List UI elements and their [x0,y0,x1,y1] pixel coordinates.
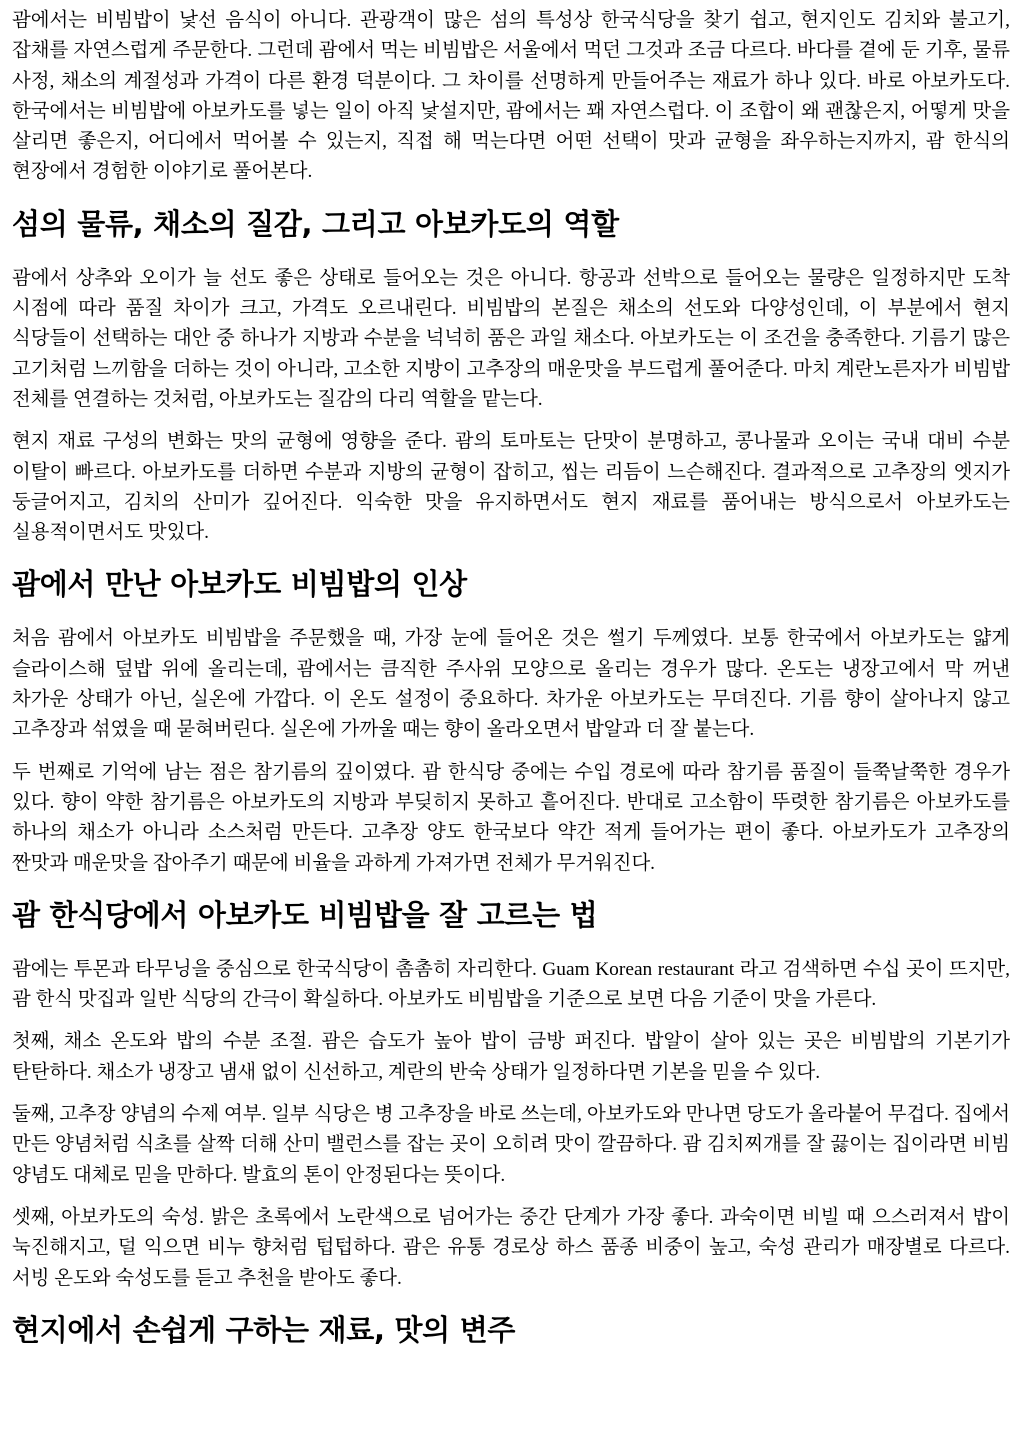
intro-paragraph: 괌에서는 비빔밥이 낯선 음식이 아니다. 관광객이 많은 섬의 특성상 한국식당을 찾기 쉽고, 현지인도 김치와 불고기, 잡채를 자연스럽게 주문한다. 그런데 괌에서 먹는 비빔밥은 서울에서 먹던 그것과 조금 다르다. 바다를 곁에 둔 기후, 물류 사정, 채소의 계절성과 가격이 다른 환경 덕분이다. 그 차이를 선명하게 만들어주는 재료가 하나 있다. 바로 아보카도다. 한국에서는 비빔밥에 아보카도를 넣는 일이 아직 낯설지만, 괌에서는 꽤 자연스럽다. 이 조합이 왜 괜찮은지, 어떻게 맛을 살리면 좋은지, 어디에서 먹어볼 수 있는지, 직접 해 먹는다면 어떤 선택이 맛과 균형을 좌우하는지까지, 괌 한식의 현장에서 경험한 이야기로 풀어본다. [12,10,1010,183]
section-paragraph: 둘째, 고추장 양념의 수제 여부. 일부 식당은 병 고추장을 바로 쓰는데, 아보카도와 만나면 당도가 올라붙어 무겁다. 집에서 만든 양념처럼 식초를 살짝 더해 산미 밸런스를 잡는 곳이 오히려 맛이 깔끔하다. 괌 김치찌개를 잘 끓이는 집이라면 비빔 양념도 대체로 믿을 만하다. 발효의 톤이 안정된다는 뜻이다. [12,1104,1010,1186]
section-heading-impression: 괌에서 만난 아보카도 비빔밥의 인상 [12,567,467,602]
section-paragraph: 첫째, 채소 온도와 밥의 수분 조절. 괌은 습도가 높아 밥이 금방 퍼진다. 밥알이 살아 있는 곳은 비빔밥의 기본기가 탄탄하다. 채소가 냉장고 냄새 없이 신선하고, 계란의 반숙 상태가 일정하다면 기본을 믿을 수 있다. [12,1031,1010,1083]
section-heading-logistics: 섬의 물류, 채소의 질감, 그리고 아보카도의 역할 [12,206,619,241]
section-paragraph: 처음 괌에서 아보카도 비빔밥을 주문했을 때, 가장 눈에 들어온 것은 썰기 두께였다. 보통 한국에서 아보카도는 얇게 슬라이스해 덮밥 위에 올리는데, 괌에서는 큼직한 주사위 모양으로 올리는 경우가 많다. 온도는 냉장고에서 막 꺼낸 차가운 상태가 아닌, 실온에 가깝다. 이 온도 설정이 중요하다. 차가운 아보카도는 무뎌진다. 기름 향이 살아나지 않고 고추장과 섞였을 때 묻혀버린다. 실온에 가까울 때는 향이 올라오면서 밥알과 더 잘 붙는다. [12,628,1010,741]
section-heading-local-ingredients: 현지에서 손쉽게 구하는 재료, 맛의 변주 [12,1312,516,1347]
section-paragraph: 현지 재료 구성의 변화는 맛의 균형에 영향을 준다. 괌의 토마토는 단맛이 분명하고, 콩나물과 오이는 국내 대비 수분 이탈이 빠르다. 아보카도를 더하면 수분과 지방의 균형이 잡히고, 씹는 리듬이 느슨해진다. 결과적으로 고추장의 엣지가 둥글어지고, 김치의 산미가 깊어진다. 익숙한 맛을 유지하면서도 현지 재료를 품어내는 방식으로서 아보카도는 실용적이면서도 맛있다. [12,431,1010,544]
section-heading-how-to-choose: 괌 한식당에서 아보카도 비빔밥을 잘 고르는 법 [12,897,598,932]
section-paragraph: 셋째, 아보카도의 숙성. 밝은 초록에서 노란색으로 넘어가는 중간 단계가 가장 좋다. 과숙이면 비빌 때 으스러져서 밥이 눅진해지고, 덜 익으면 비누 향처럼 텁텁하다. 괌은 유통 경로상 하스 품종 비중이 높고, 숙성 관리가 매장별로 다르다. 서빙 온도와 숙성도를 듣고 추천을 받아도 좋다. [12,1206,1010,1289]
section-paragraph: 괌에는 투몬과 타무닝을 중심으로 한국식당이 촘촘히 자리한다. Guam Korean restaurant 라고 검색하면 수십 곳이 뜨지만, 괌 한식 맛집과 일반 식당의 간극이 확실하다. 아보카도 비빔밥을 기준으로 보면 다음 기준이 맛을 가른다. [12,958,1010,1011]
section-paragraph: 괌에서 상추와 오이가 늘 선도 좋은 상태로 들어오는 것은 아니다. 항공과 선박으로 들어오는 물량은 일정하지만 도착 시점에 따라 품질 차이가 크고, 가격도 오르내린다. 비빔밥의 본질은 채소의 선도와 다양성인데, 이 부분에서 현지 식당들이 선택하는 대안 중 하나가 지방과 수분을 넉넉히 품은 과일 채소다. 아보카도는 이 조건을 충족한다. 기름기 많은 고기처럼 느끼함을 더하는 것이 아니라, 고소한 지방이 고추장의 매운맛을 부드럽게 풀어준다. 마치 계란노른자가 비빔밥 전체를 연결하는 것처럼, 아보카도는 질감의 다리 역할을 맡는다. [12,267,1010,410]
section-paragraph: 두 번째로 기억에 남는 점은 참기름의 깊이였다. 괌 한식당 중에는 수입 경로에 따라 참기름 품질이 들쭉날쭉한 경우가 있다. 향이 약한 참기름은 아보카도의 지방과 부딪히지 못하고 흩어진다. 반대로 고소함이 뚜렷한 참기름은 아보카도를 하나의 채소가 아니라 소스처럼 만든다. 고추장 양도 한국보다 약간 적게 들어가는 편이 좋다. 아보카도가 고추장의 짠맛과 매운맛을 잡아주기 때문에 비율을 과하게 가져가면 전체가 무거워진다. [12,761,1010,874]
